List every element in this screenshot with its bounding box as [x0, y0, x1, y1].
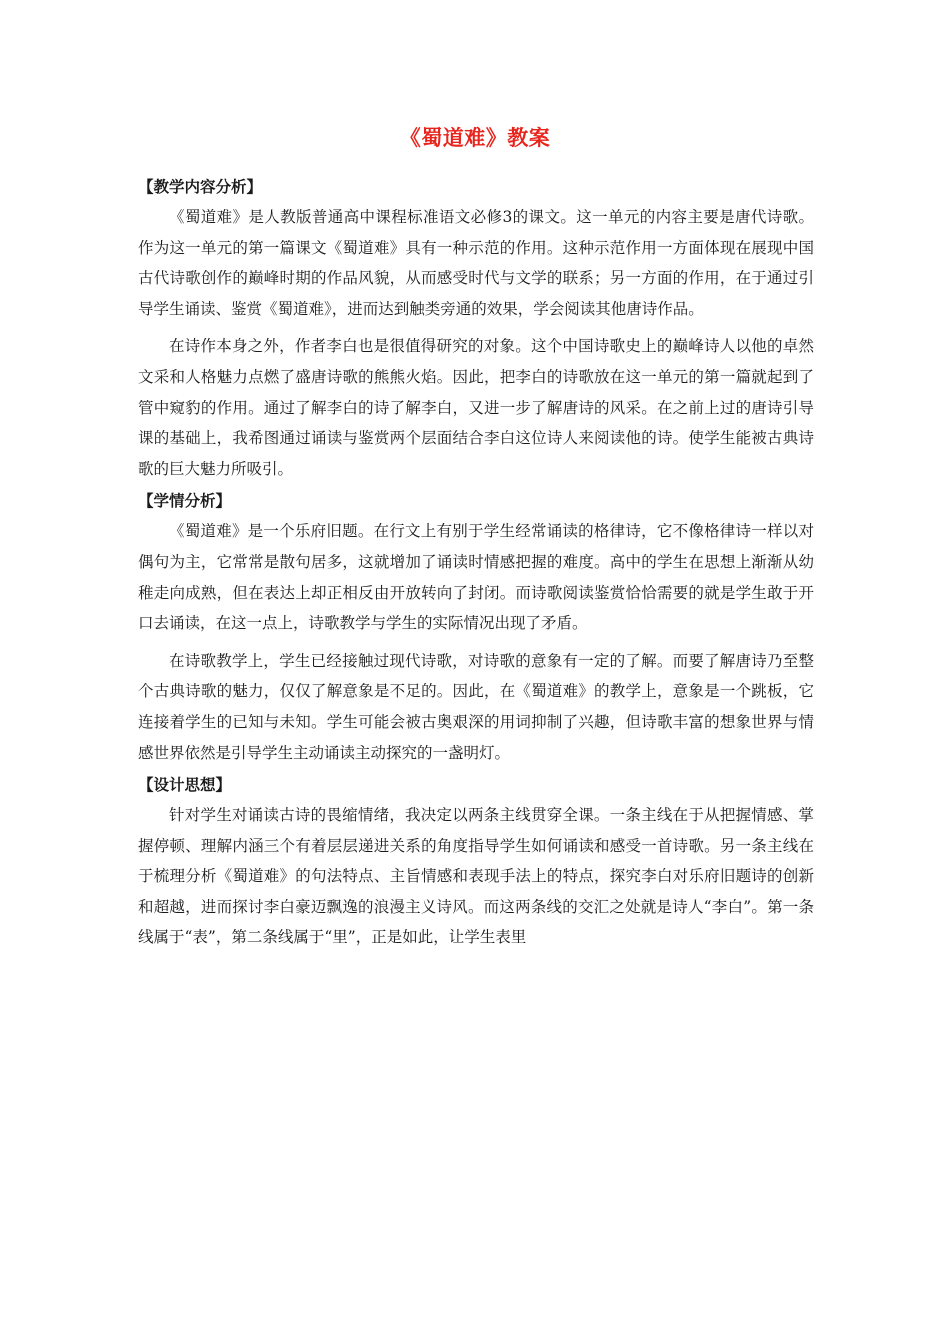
- section-heading: 【学情分析】: [138, 492, 232, 511]
- section-heading: 【教学内容分析】: [138, 178, 263, 196]
- document-title: 《蜀道难》教案: [399, 126, 551, 150]
- paragraph: 针对学生对诵读古诗的畏缩情绪，我决定以两条主线贯穿全课。一条主线在于从把握情感、掌握停顿、理解内涵三个有着层层递进关系的角度指导学生如何诵读和感受一首诗歌。另一条主线在于梳理分析《蜀道难》的句法特点、主旨情感和表现手法上的特点，探究李白对乐府旧题诗的创新和超越，进而探讨李白豪迈飘逸的浪漫主义诗风。而这两条线的交汇之处就是诗人“李白”。第一条线属于“表”，第二条线属于“里”，正是如此，让学生表里: [138, 806, 814, 947]
- section-design-thinking: [138, 770, 814, 953]
- paragraph: 《蜀道难》是一个乐府旧题。在行文上有别于学生经常诵读的格律诗，它不像格律诗一样以对偶句为主，它常常是散句居多，这就增加了诵读时情感把握的难度。高中的学生在思想上渐渐从幼稚走向成熟，但在表达上却正相反由开放转向了封闭。而诗歌阅读鉴赏恰恰需要的就是学生敢于开口去诵读，在这一点上，诗歌教学与学生的实际情况出现了矛盾。: [138, 522, 814, 633]
- section-student-analysis: [138, 486, 814, 768]
- section-teaching-content-analysis: [138, 172, 814, 484]
- paragraph: 在诗歌教学上，学生已经接触过现代诗歌，对诗歌的意象有一定的了解。而要了解唐诗乃至整个古典诗歌的魅力，仅仅了解意象是不足的。因此，在《蜀道难》的教学上，意象是一个跳板，它连接着学生的已知与未知。学生可能会被古奥艰深的用词抑制了兴趣，但诗歌丰富的想象世界与情感世界依然是引导学生主动诵读主动探究的一盏明灯。: [138, 651, 814, 762]
- paragraph: 在诗作本身之外，作者李白也是很值得研究的对象。这个中国诗歌史上的巅峰诗人以他的卓然文采和人格魅力点燃了盛唐诗歌的熊熊火焰。因此，把李白的诗歌放在这一单元的第一篇就起到了管中窥豹的作用。通过了解李白的诗了解李白，又进一步了解唐诗的风采。在之前上过的唐诗引导课的基础上，我希图通过诵读与鉴赏两个层面结合李白这位诗人来阅读他的诗。使学生能被古典诗歌的巨大魅力所吸引。: [138, 337, 814, 478]
- document-body: [138, 172, 814, 955]
- paragraph: 《蜀道难》是人教版普通高中课程标准语文必修3的课文。这一单元的内容主要是唐代诗歌。作为这一单元的第一篇课文《蜀道难》具有一种示范的作用。这种示范作用一方面体现在展现中国古代诗歌创作的巅峰时期的作品风貌，从而感受时代与文学的联系；另一方面的作用，在于通过引导学生诵读、鉴赏《蜀道难》，进而达到触类旁通的效果，学会阅读其他唐诗作品。: [138, 208, 814, 318]
- section-heading: 【设计思想】: [138, 776, 232, 795]
